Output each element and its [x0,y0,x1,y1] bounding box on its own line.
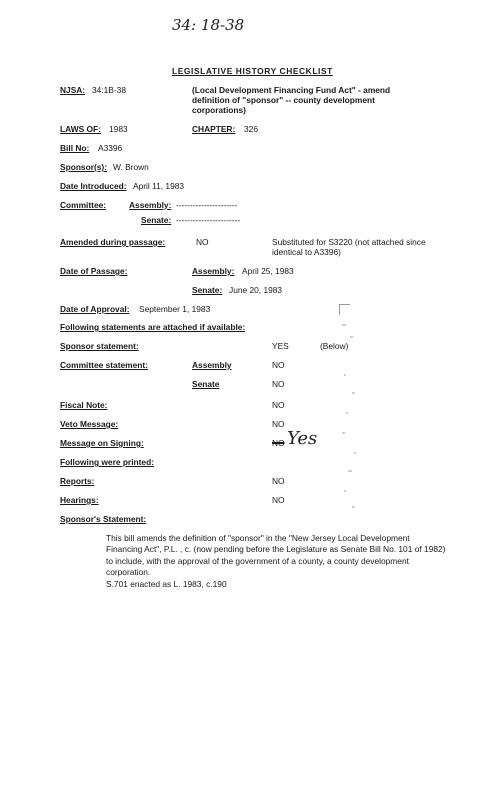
date-introduced-value: April 11, 1983 [133,181,185,191]
committee-assembly-value: ---------------------- [176,200,238,210]
cs-assembly-value: NO [272,360,285,370]
committee-senate-label: Senate: [141,215,172,225]
date-passage-label: Date of Passage: [60,266,128,276]
message-signing-struck-value: NO [272,438,285,448]
date-approval-label: Date of Approval: [60,304,130,314]
laws-of-label: LAWS OF: [60,124,101,134]
amended-value: NO [196,237,209,247]
hearings-label: Hearings: [60,495,99,505]
veto-value: NO [272,419,285,429]
passage-assembly-label: Assembly: [192,266,235,276]
sponsor-statement-value: YES [272,341,289,351]
passage-senate-value: June 20, 1983 [229,285,283,295]
bill-no-value: A3396 [98,143,123,153]
message-signing-label: Message on Signing: [60,438,144,448]
sponsor-label: Sponsor(s): [60,162,107,172]
bill-no-label: Bill No: [60,143,90,153]
hearings-value: NO [272,495,285,505]
passage-senate-label: Senate: [192,285,223,295]
committee-assembly-label: Assembly: [129,200,172,210]
date-introduced-label: Date Introduced: [60,181,127,191]
amended-label: Amended during passage: [60,237,166,247]
fiscal-note-label: Fiscal Note: [60,400,108,410]
committee-statement-label: Committee statement: [60,360,148,370]
sponsor-statement-label: Sponsor statement: [60,341,139,351]
handwritten-reference: 34: 18-38 [172,16,245,34]
following-printed-label: Following were printed: [60,457,154,467]
substituted-note: Substituted for S3220 (not attached since identical to A3396) [272,237,426,258]
passage-assembly-value: April 25, 1983 [242,266,294,276]
cs-assembly-label: Assembly [192,360,232,370]
following-attached-label: Following statements are attached if available: [60,322,246,332]
document-title: LEGISLATIVE HISTORY CHECKLIST [172,66,333,76]
chapter-value: 326 [244,124,258,134]
veto-label: Veto Message: [60,419,119,429]
reports-value: NO [272,476,285,486]
sponsor-value: W. Brown [113,162,149,172]
date-approval-value: September 1, 1983 [139,304,211,314]
cs-senate-value: NO [272,379,285,389]
laws-of-value: 1983 [109,124,128,134]
committee-senate-value: ----------------------- [176,215,241,225]
njsa-value: 34:1B-38 [92,85,126,95]
sponsor-statement-note: (Below) [320,341,349,351]
sponsors-statement-heading: Sponsor's Statement: [60,514,147,524]
njsa-label: NJSA: [60,85,86,95]
statement-text: This bill amends the definition of "sponsor" in the "New Jersey Local Development Financing Act", P.L. , c. (now pending before the Legislature as Senate Bill No. 101 of 1982) to include, with the approval of the government of a county, a county development corporation. [106,533,446,578]
enacted-note: S.701 enacted as L. 1983, c.190 [106,579,227,589]
chapter-label: CHAPTER: [192,124,236,134]
bill-subject: (Local Development Financing Fund Act" - amend definition of "sponsor" -- county development corporations) [192,85,391,116]
reports-label: Reports: [60,476,95,486]
message-signing-handwritten-value: Yes [287,428,318,449]
cs-senate-label: Senate [192,379,220,389]
committee-label: Committee: [60,200,107,210]
fiscal-note-value: NO [272,400,285,410]
